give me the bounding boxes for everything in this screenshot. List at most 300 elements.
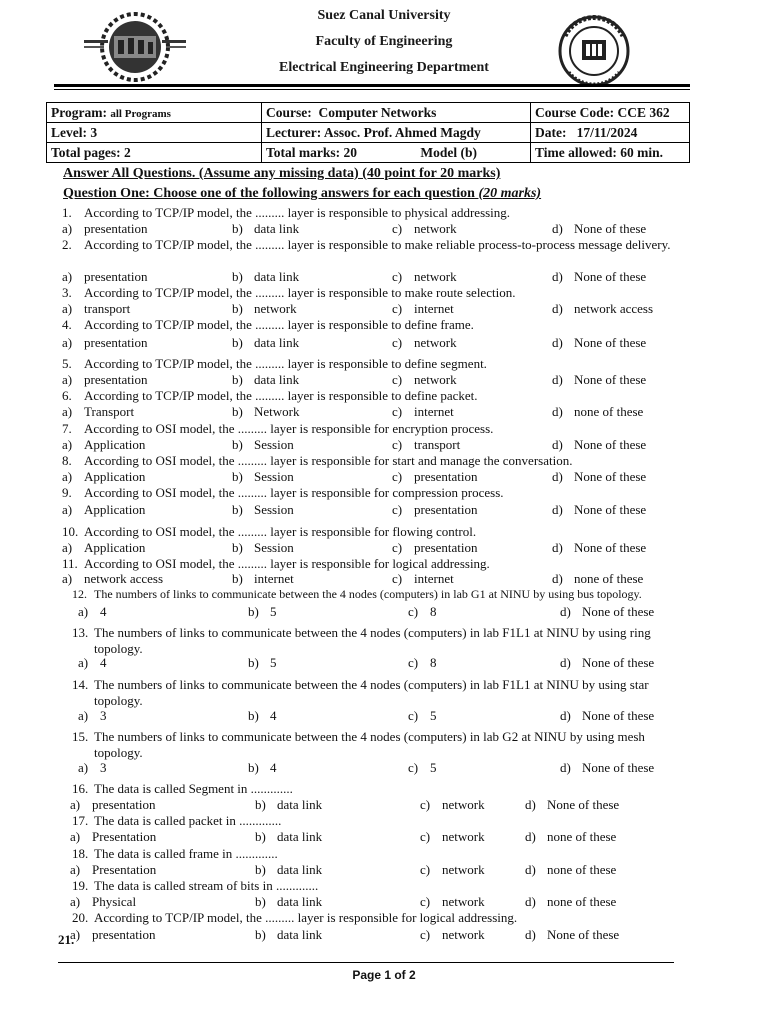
question-number: 7.: [62, 421, 72, 436]
option-c[interactable]: [420, 797, 485, 813]
option-text: presentation: [84, 221, 148, 236]
option-a[interactable]: [62, 540, 145, 556]
option-d[interactable]: [560, 655, 654, 671]
option-text: presentation: [92, 927, 156, 942]
option-text: None of these: [574, 540, 647, 555]
option-b[interactable]: [232, 404, 300, 420]
question-7-options: [62, 437, 702, 453]
option-letter: b): [232, 221, 243, 236]
option-d[interactable]: [552, 269, 646, 285]
option-text: None of these: [582, 655, 655, 670]
question-14: [72, 677, 712, 709]
option-a[interactable]: [78, 655, 107, 671]
option-text: Session: [254, 540, 294, 555]
question-18-options: [70, 862, 710, 878]
option-letter: d): [552, 437, 563, 452]
option-b[interactable]: [255, 797, 322, 813]
option-c[interactable]: [392, 404, 454, 420]
option-d[interactable]: [552, 502, 646, 518]
option-letter: a): [70, 829, 81, 844]
option-letter: c): [420, 797, 431, 812]
question-number: 16.: [72, 781, 89, 796]
option-text: data link: [254, 269, 300, 284]
question-19-options: [70, 894, 710, 910]
footer-rule: [58, 962, 674, 963]
option-d[interactable]: [552, 404, 643, 420]
model-value: (b): [460, 144, 478, 160]
question-4: [62, 317, 702, 333]
option-letter: c): [408, 655, 419, 670]
option-text: internet: [414, 571, 454, 586]
option-a[interactable]: [70, 797, 156, 813]
option-letter: a): [78, 655, 89, 670]
option-d[interactable]: [560, 604, 654, 620]
university-seal-icon: [557, 14, 631, 88]
question-6-options: [62, 404, 702, 420]
option-text: network: [414, 269, 457, 284]
option-letter: d): [525, 862, 536, 877]
option-b[interactable]: [232, 469, 294, 485]
option-letter: c): [392, 437, 403, 452]
option-letter: d): [552, 540, 563, 555]
option-text: none of these: [574, 404, 644, 419]
option-c[interactable]: [420, 894, 485, 910]
option-letter: b): [248, 708, 259, 723]
question-1: [62, 205, 702, 221]
option-letter: d): [552, 335, 563, 350]
option-text: network: [442, 927, 485, 942]
option-letter: c): [420, 862, 431, 877]
option-b[interactable]: [255, 829, 322, 845]
option-letter: b): [232, 502, 243, 517]
question-3-options: [62, 301, 702, 317]
option-letter: b): [255, 797, 266, 812]
option-text: 8: [430, 655, 437, 670]
option-text: internet: [414, 404, 454, 419]
question-number: 8.: [62, 453, 72, 468]
option-c[interactable]: [392, 502, 478, 518]
option-text: 4: [270, 760, 277, 775]
option-letter: d): [552, 372, 563, 387]
total-pages-cell: Total pages: 2: [47, 143, 262, 163]
question-text: The data is called stream of bits in .............: [94, 878, 319, 893]
option-text: Application: [84, 469, 146, 484]
option-letter: a): [62, 301, 73, 316]
option-letter: c): [392, 221, 403, 236]
option-c[interactable]: [408, 655, 437, 671]
question-13-options: [70, 655, 710, 671]
question-10-options: [62, 540, 702, 556]
option-text: None of these: [547, 797, 620, 812]
option-text: data link: [277, 894, 323, 909]
option-b[interactable]: [232, 437, 294, 453]
option-text: Session: [254, 437, 294, 452]
option-a[interactable]: [62, 301, 130, 317]
option-b[interactable]: [248, 604, 277, 620]
option-d[interactable]: [552, 437, 646, 453]
option-text: Presentation: [92, 829, 157, 844]
option-b[interactable]: [232, 269, 299, 285]
option-a[interactable]: [70, 894, 136, 910]
question-text: According to OSI model, the ......... layer is responsible for flowing control.: [84, 524, 477, 539]
option-letter: b): [232, 404, 243, 419]
option-d[interactable]: [525, 797, 619, 813]
option-text: Application: [84, 502, 146, 517]
option-letter: d): [560, 604, 571, 619]
question-number: 5.: [62, 356, 72, 371]
option-letter: c): [408, 604, 419, 619]
option-letter: d): [552, 404, 563, 419]
option-letter: d): [552, 571, 563, 586]
total-marks-cell: Total marks: 20 Model (b): [262, 143, 531, 163]
option-b[interactable]: [248, 708, 277, 724]
option-text: network: [414, 372, 457, 387]
option-c[interactable]: [408, 760, 437, 776]
option-a[interactable]: [62, 269, 148, 285]
option-text: None of these: [574, 469, 647, 484]
question-14-options: [70, 708, 710, 724]
question-number: 15.: [72, 729, 89, 744]
option-text: data link: [254, 221, 300, 236]
option-text: internet: [414, 301, 454, 316]
option-letter: a): [62, 437, 73, 452]
option-letter: a): [62, 269, 73, 284]
option-text: 5: [270, 604, 277, 619]
question-number: 11.: [62, 556, 78, 571]
option-letter: b): [232, 571, 243, 586]
option-a[interactable]: [78, 604, 107, 620]
question-text: According to TCP/IP model, the ......... layer is responsible to make reliable process-to-process message delivery.: [84, 237, 671, 252]
question-11-options: [62, 571, 702, 587]
time-allowed-cell: Time allowed: 60 min.: [531, 143, 690, 163]
option-text: network access: [574, 301, 654, 316]
option-c[interactable]: [392, 372, 457, 388]
option-text: None of these: [574, 335, 647, 350]
option-text: presentation: [92, 797, 156, 812]
question-text: According to OSI model, the ......... layer is responsible for logical addressing.: [84, 556, 490, 571]
option-letter: d): [552, 269, 563, 284]
option-d[interactable]: [525, 894, 616, 910]
option-text: Network: [254, 404, 300, 419]
question-17-options: [70, 829, 710, 845]
question-number: 17.: [72, 813, 89, 828]
option-text: None of these: [582, 604, 655, 619]
page-footer: Page 1 of 2: [352, 968, 416, 982]
option-letter: c): [392, 540, 403, 555]
option-letter: d): [552, 221, 563, 236]
question-9-options: [62, 502, 702, 518]
option-letter: d): [525, 829, 536, 844]
option-letter: a): [78, 708, 89, 723]
lecturer-cell: Lecturer: Assoc. Prof. Ahmed Magdy: [262, 123, 531, 143]
option-b[interactable]: [255, 927, 322, 943]
question-number: 6.: [62, 388, 72, 403]
option-letter: c): [392, 469, 403, 484]
option-text: network: [442, 829, 485, 844]
option-d[interactable]: [552, 469, 646, 485]
question-20-options: [70, 927, 710, 943]
option-text: Application: [84, 540, 146, 555]
option-d[interactable]: [525, 829, 616, 845]
question-19: [72, 878, 712, 894]
question-number: 9.: [62, 485, 72, 500]
option-text: presentation: [414, 469, 478, 484]
option-letter: c): [392, 335, 403, 350]
question-text: The data is called packet in .............: [94, 813, 282, 828]
question-text: The numbers of links to communicate between the 4 nodes (computers) in lab G2 at NINU by using mesh topology.: [94, 729, 645, 760]
option-text: 3: [100, 760, 107, 775]
option-letter: a): [78, 604, 89, 619]
option-letter: c): [392, 502, 403, 517]
question-20: [72, 910, 712, 926]
option-c[interactable]: [392, 469, 478, 485]
course-cell: Course: Computer Networks: [262, 103, 531, 123]
question-text: According to TCP/IP model, the ......... layer is responsible to make route selection.: [84, 285, 516, 300]
option-c[interactable]: [392, 437, 460, 453]
question-8: [62, 453, 702, 469]
option-text: Physical: [92, 894, 137, 909]
option-text: transport: [84, 301, 131, 316]
option-letter: b): [255, 862, 266, 877]
option-letter: b): [248, 604, 259, 619]
option-text: None of these: [547, 927, 620, 942]
option-letter: c): [420, 927, 431, 942]
option-text: None of these: [574, 437, 647, 452]
option-letter: b): [255, 927, 266, 942]
option-letter: c): [408, 760, 419, 775]
question-2-options: [62, 269, 702, 285]
option-text: network: [442, 797, 485, 812]
question-13: [72, 625, 712, 657]
option-text: presentation: [84, 372, 148, 387]
option-d[interactable]: [552, 301, 653, 317]
option-text: Transport: [84, 404, 135, 419]
option-c[interactable]: [392, 269, 457, 285]
question-text: The numbers of links to communicate between the 4 nodes (computers) in lab G1 at NINU by using bus topology.: [94, 587, 642, 601]
option-b[interactable]: [248, 655, 277, 671]
model-label: Model: [420, 144, 458, 160]
option-text: network: [442, 862, 485, 877]
option-b[interactable]: [232, 372, 299, 388]
option-letter: a): [62, 502, 73, 517]
option-letter: d): [552, 469, 563, 484]
option-d[interactable]: [552, 372, 646, 388]
option-letter: a): [70, 927, 81, 942]
option-c[interactable]: [420, 829, 485, 845]
option-text: Session: [254, 502, 294, 517]
option-a[interactable]: [62, 437, 145, 453]
option-b[interactable]: [232, 540, 294, 556]
option-text: data link: [277, 829, 323, 844]
option-text: Session: [254, 469, 294, 484]
question-9: [62, 485, 702, 501]
option-a[interactable]: [78, 760, 107, 776]
question-16: [72, 781, 712, 797]
option-a[interactable]: [70, 829, 156, 845]
option-b[interactable]: [232, 335, 299, 351]
question-text: According to OSI model, the ......... layer is responsible for encryption process.: [84, 421, 494, 436]
option-d[interactable]: [552, 221, 646, 237]
option-text: data link: [254, 372, 300, 387]
option-a[interactable]: [62, 335, 148, 351]
option-c[interactable]: [392, 571, 454, 587]
option-b[interactable]: [255, 862, 322, 878]
option-c[interactable]: [408, 604, 437, 620]
option-text: presentation: [84, 269, 148, 284]
option-d[interactable]: [552, 335, 646, 351]
option-c[interactable]: [392, 540, 478, 556]
question-number: 10.: [62, 524, 79, 539]
question-18: [72, 846, 712, 862]
option-text: none of these: [547, 829, 617, 844]
question-text: According to TCP/IP model, the ......... layer is responsible to physical addressing.: [84, 205, 511, 220]
option-letter: d): [552, 502, 563, 517]
option-text: Application: [84, 437, 146, 452]
option-letter: d): [560, 655, 571, 670]
option-text: network: [442, 894, 485, 909]
option-letter: d): [560, 708, 571, 723]
option-text: internet: [254, 571, 294, 586]
option-text: None of these: [582, 708, 655, 723]
question-5-options: [62, 372, 702, 388]
option-b[interactable]: [248, 760, 277, 776]
option-letter: a): [62, 221, 73, 236]
option-letter: b): [232, 335, 243, 350]
option-text: None of these: [574, 221, 647, 236]
option-b[interactable]: [232, 301, 297, 317]
question-1-options: [62, 221, 702, 237]
question-6: [62, 388, 702, 404]
option-letter: b): [255, 829, 266, 844]
question-3: [62, 285, 702, 301]
option-letter: b): [232, 469, 243, 484]
option-text: 5: [270, 655, 277, 670]
option-letter: a): [62, 404, 73, 419]
option-letter: c): [392, 372, 403, 387]
option-letter: a): [62, 571, 73, 586]
option-a[interactable]: [62, 404, 134, 420]
option-a[interactable]: [62, 469, 145, 485]
question-number: 18.: [72, 846, 89, 861]
option-c[interactable]: [420, 927, 485, 943]
option-text: None of these: [574, 269, 647, 284]
option-letter: a): [70, 894, 81, 909]
question-number: 19.: [72, 878, 89, 893]
option-text: 4: [270, 708, 277, 723]
option-c[interactable]: [408, 708, 437, 724]
question-text: According to TCP/IP model, the ......... layer is responsible to define segment.: [84, 356, 487, 371]
option-a[interactable]: [62, 221, 148, 237]
option-letter: b): [248, 655, 259, 670]
option-letter: b): [255, 894, 266, 909]
option-text: data link: [277, 797, 323, 812]
option-d[interactable]: [525, 862, 616, 878]
option-text: 4: [100, 604, 107, 619]
question-16-options: [70, 797, 710, 813]
option-text: data link: [277, 927, 323, 942]
option-text: data link: [277, 862, 323, 877]
option-c[interactable]: [392, 221, 457, 237]
option-text: none of these: [547, 894, 617, 909]
option-letter: a): [70, 797, 81, 812]
option-c[interactable]: [392, 301, 454, 317]
option-c[interactable]: [420, 862, 485, 878]
option-letter: c): [420, 829, 431, 844]
exam-info-table: [46, 102, 690, 163]
option-c[interactable]: [392, 335, 457, 351]
question-number: 12.: [72, 587, 87, 601]
option-b[interactable]: [232, 502, 294, 518]
option-a[interactable]: [62, 372, 148, 388]
instructions-line: Answer All Questions. (Assume any missing data) (40 point for 20 marks): [63, 166, 501, 181]
option-a[interactable]: [70, 862, 156, 878]
question-17: [72, 813, 712, 829]
question-text: According to TCP/IP model, the ......... layer is responsible to define packet.: [84, 388, 478, 403]
option-text: none of these: [574, 571, 644, 586]
option-letter: c): [392, 571, 403, 586]
question-text: According to TCP/IP model, the ......... layer is responsible for logical addressing.: [94, 910, 518, 925]
option-letter: a): [62, 540, 73, 555]
option-text: 5: [430, 708, 437, 723]
option-text: None of these: [574, 372, 647, 387]
question-text: The data is called Segment in .............: [94, 781, 293, 796]
question-number: 13.: [72, 625, 89, 640]
option-letter: c): [392, 404, 403, 419]
option-text: presentation: [414, 540, 478, 555]
option-d[interactable]: [560, 760, 654, 776]
option-b[interactable]: [232, 571, 294, 587]
option-letter: c): [408, 708, 419, 723]
option-a[interactable]: [62, 502, 145, 518]
option-letter: d): [560, 760, 571, 775]
course-code-cell: Course Code: CCE 362: [531, 103, 690, 123]
question-2: [62, 237, 702, 253]
option-letter: b): [248, 760, 259, 775]
option-letter: c): [392, 269, 403, 284]
program-cell: Program: all Programs: [47, 103, 262, 123]
option-text: None of these: [574, 502, 647, 517]
option-b[interactable]: [232, 221, 299, 237]
option-b[interactable]: [255, 894, 322, 910]
option-letter: a): [62, 372, 73, 387]
question-15: [72, 729, 712, 761]
option-d[interactable]: [525, 927, 619, 943]
option-text: presentation: [84, 335, 148, 350]
option-d[interactable]: [560, 708, 654, 724]
question-15-options: [70, 760, 710, 776]
option-letter: b): [232, 301, 243, 316]
question-11: [62, 556, 702, 572]
header-rule-thin: [54, 89, 690, 90]
option-text: presentation: [414, 502, 478, 517]
question-text: According to OSI model, the ......... layer is responsible for compression process.: [84, 485, 504, 500]
option-d[interactable]: [552, 540, 646, 556]
option-text: 5: [430, 760, 437, 775]
department-name: Electrical Engineering Department: [279, 60, 489, 75]
option-letter: c): [392, 301, 403, 316]
option-text: data link: [254, 335, 300, 350]
trailing-question-number: 21.: [58, 932, 75, 947]
question-one-heading: Question One: Choose one of the following answers for each question (20 marks): [63, 186, 542, 201]
option-a[interactable]: [78, 708, 107, 724]
option-text: transport: [414, 437, 461, 452]
option-d[interactable]: [552, 571, 643, 587]
option-letter: a): [78, 760, 89, 775]
option-text: 3: [100, 708, 107, 723]
option-letter: d): [552, 301, 563, 316]
option-a[interactable]: [62, 571, 163, 587]
question-text: The numbers of links to communicate between the 4 nodes (computers) in lab F1L1 at NINU by using star topology.: [94, 677, 649, 708]
